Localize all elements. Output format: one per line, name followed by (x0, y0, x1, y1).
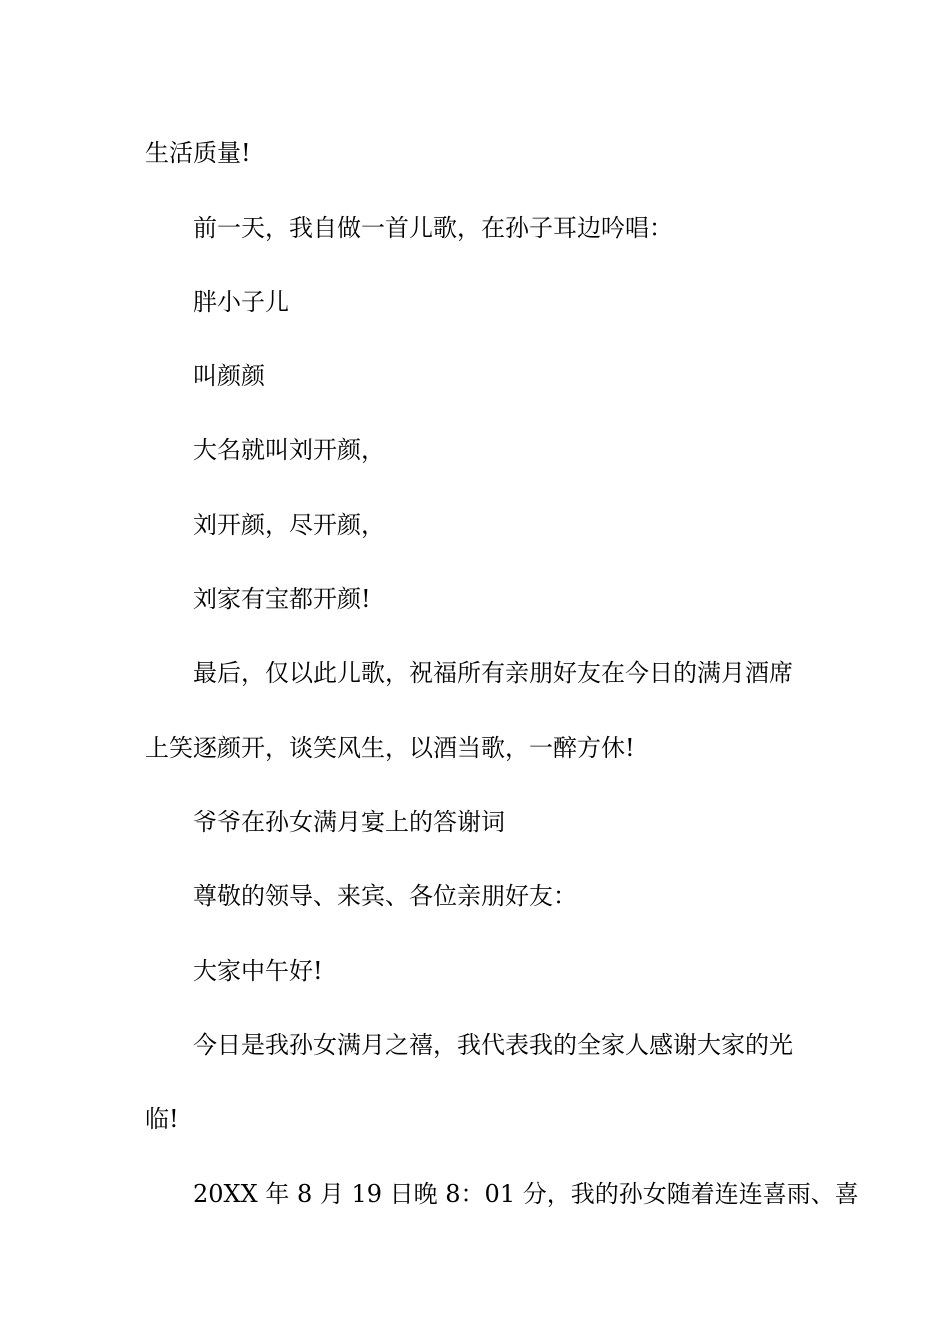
poem-line: 刘家有宝都开颜! (193, 585, 371, 613)
paragraph-line: 今日是我孙女满月之禧，我代表我的全家人感谢大家的光 (193, 1031, 793, 1059)
poem-line: 叫颜颜 (193, 362, 265, 390)
salutation: 尊敬的领导、来宾、各位亲朋好友： (193, 882, 577, 910)
greeting: 大家中午好! (193, 957, 323, 985)
paragraph-line: 前一天，我自做一首儿歌，在孙子耳边吟唱： (193, 214, 673, 242)
paragraph-line: 临! (145, 1105, 179, 1133)
poem-line: 刘开颜，尽开颜， (193, 511, 385, 539)
poem-line: 胖小子儿 (193, 288, 289, 316)
paragraph-line: 最后，仅以此儿歌，祝福所有亲朋好友在今日的满月酒席 (193, 659, 793, 687)
poem-line: 大名就叫刘开颜， (193, 436, 385, 464)
paragraph-line: 生活质量! (145, 139, 251, 167)
paragraph-line: 上笑逐颜开，谈笑风生，以酒当歌，一醉方休! (145, 734, 635, 762)
section-title: 爷爷在孙女满月宴上的答谢词 (193, 808, 505, 836)
paragraph-line: 20XX 年 8 月 19 日晚 8：01 分，我的孙女随着连连喜雨、喜 (193, 1180, 859, 1208)
